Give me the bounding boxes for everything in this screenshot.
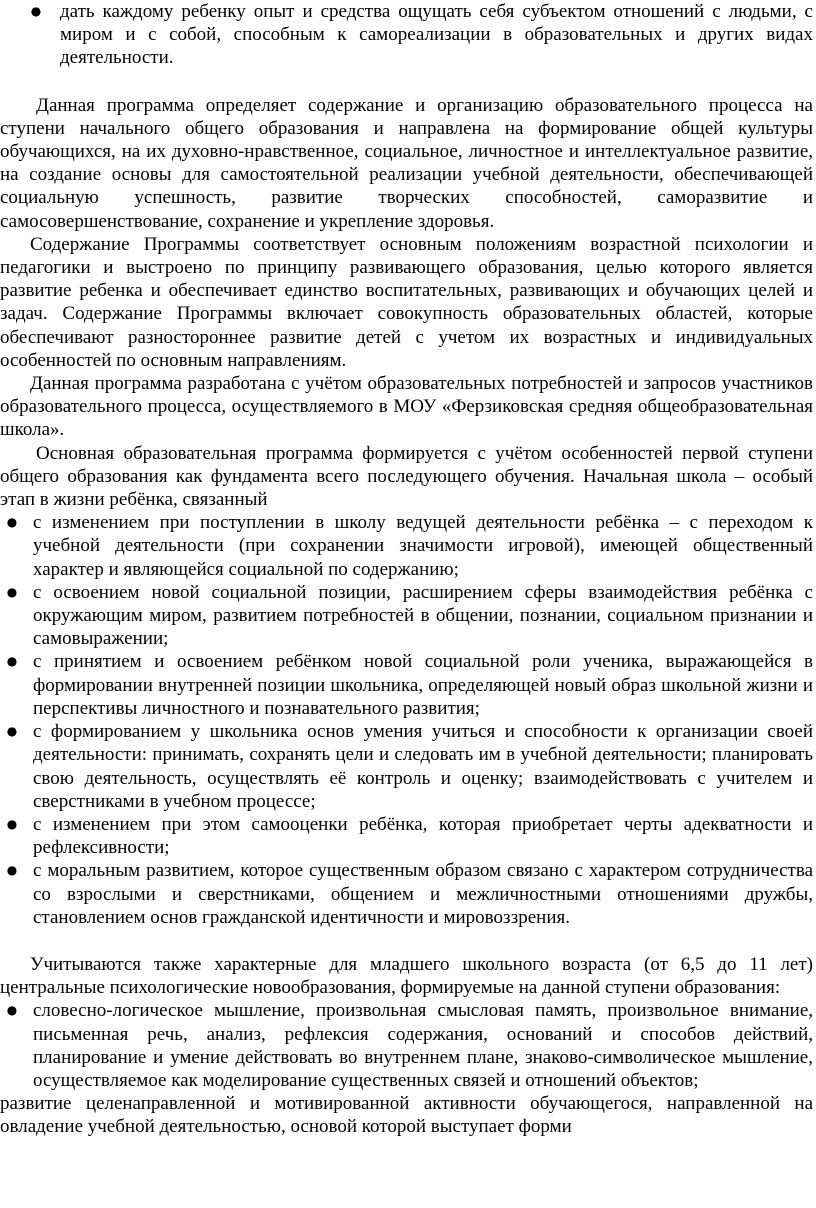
list-item: [0, 859, 813, 929]
list-item-text: словесно-логическое мышление, произвольная смысловая память, произвольное внимание, письменная речь, анализ, рефлексия содержания, оснований и способов действий, планирование и умение действовать во внутреннем плане, знаково-символическое мышление, осуществляемое как моделирование существенных связей и отношений объектов;: [33, 1000, 813, 1091]
list-item-text: с формированием у школьника основ умения учиться и способности к организации своей деятельности: принимать, сохранять цели и следовать им в учебной деятельности; планировать свою деятельность, осуществлять её контроль и оценку; взаимодействовать с учителем и сверстниками в учебном процессе;: [33, 721, 813, 812]
bullet-icon: ●: [6, 654, 18, 669]
list-item: [0, 581, 813, 651]
list-item-text: с изменением при этом самооценки ребёнка, которая приобретает черты адекватности и рефлексивности;: [33, 813, 813, 859]
list-item-text: дать каждому ребенку опыт и средства ощущать себя субъектом отношений с людьми, с миром и с собой, способным к самореализации в образовательных и других видах деятельности.: [60, 1, 813, 69]
list-item: [0, 813, 813, 859]
paragraph: Содержание Программы соответствует основным положениям возрастной психологии и педагогики и выстроено по принципу развивающего образования, целью которого является развитие ребенка и обеспечивает единство воспитательных, развивающих и обучающих целей и задач. Содержание Программы включает совокупность образовательных областей, которые обеспечивают разностороннее развитие детей с учетом их возрастных и индивидуальных особенностей по основным направлениям.: [0, 233, 813, 371]
bullet-icon: ●: [6, 724, 18, 739]
paragraph: Данная программа определяет содержание и организацию образовательного процесса на ступени начального общего образования и направлена на формирование общей культуры обучающихся, на их духовно-нравственное, социальное, личностное и интеллектуальное развитие, на создание основы для самостоятельной реализации учебной деятельности, обеспечивающей социальную успешность, развитие творческих способностей, саморазвитие и самосовершенствование, сохранение и укрепление здоровья.: [0, 94, 813, 232]
bullet-icon: ●: [6, 1003, 18, 1018]
list-item: [0, 0, 813, 70]
list-item-text: с изменением при поступлении в школу ведущей деятельности ребёнка – с переходом к учебной деятельности (при сохранении значимости игровой), имеющей общественный характер и являющейся социальной по содержанию;: [33, 512, 813, 580]
paragraph: Основная образовательная программа формируется с учётом особенностей первой ступени общего образования как фундамента всего последующего обучения. Начальная школа – особый этап в жизни ребёнка, связанный: [0, 442, 813, 511]
list-item: [0, 511, 813, 581]
school-stage-bullet-list: [0, 511, 813, 929]
bullet-icon: ●: [6, 515, 18, 530]
spacer: [0, 929, 813, 953]
list-item: [0, 650, 813, 720]
list-item: [0, 999, 813, 1092]
list-item-text: с моральным развитием, которое существенным образом связано с характером сотрудничества со взрослыми и сверстниками, общением и межличностными отношениями дружбы, становлением основ гражданской идентичности и мировоззрения.: [33, 860, 813, 928]
paragraph: Учитываются также характерные для младшего школьного возраста (от 6,5 до 11 лет) центральные психологические новообразования, формируемые на данной ступени образования:: [0, 953, 813, 999]
paragraph: Данная программа разработана с учётом образовательных потребностей и запросов участников образовательного процесса, осуществляемого в МОУ «Ферзиковская средняя общеобразовательная школа».: [0, 373, 813, 441]
list-item: [0, 720, 813, 813]
bullet-icon: ●: [30, 4, 42, 18]
list-item-text: с освоением новой социальной позиции, расширением сферы взаимодействия ребёнка с окружающим миром, развитием потребностей в общении, познании, социальном признании и самовыражении;: [33, 581, 813, 650]
age-bullet-list: [0, 999, 813, 1092]
bullet-icon: ●: [6, 863, 18, 878]
bullet-icon: ●: [6, 584, 18, 599]
bullet-icon: ●: [6, 816, 18, 831]
intro-bullet-list: [0, 0, 813, 70]
list-item-text: с принятием и освоением ребёнком новой социальной роли ученика, выражающейся в формировании внутренней позиции школьника, определяющей новый образ школьной жизни и перспективы личностного и познавательного развития;: [33, 651, 813, 719]
spacer: [0, 70, 813, 94]
closing-paragraph: развитие целенаправленной и мотивированной активности обучающегося, направленной на овладение учебной деятельностью, основой которой выступает форми: [0, 1093, 813, 1138]
